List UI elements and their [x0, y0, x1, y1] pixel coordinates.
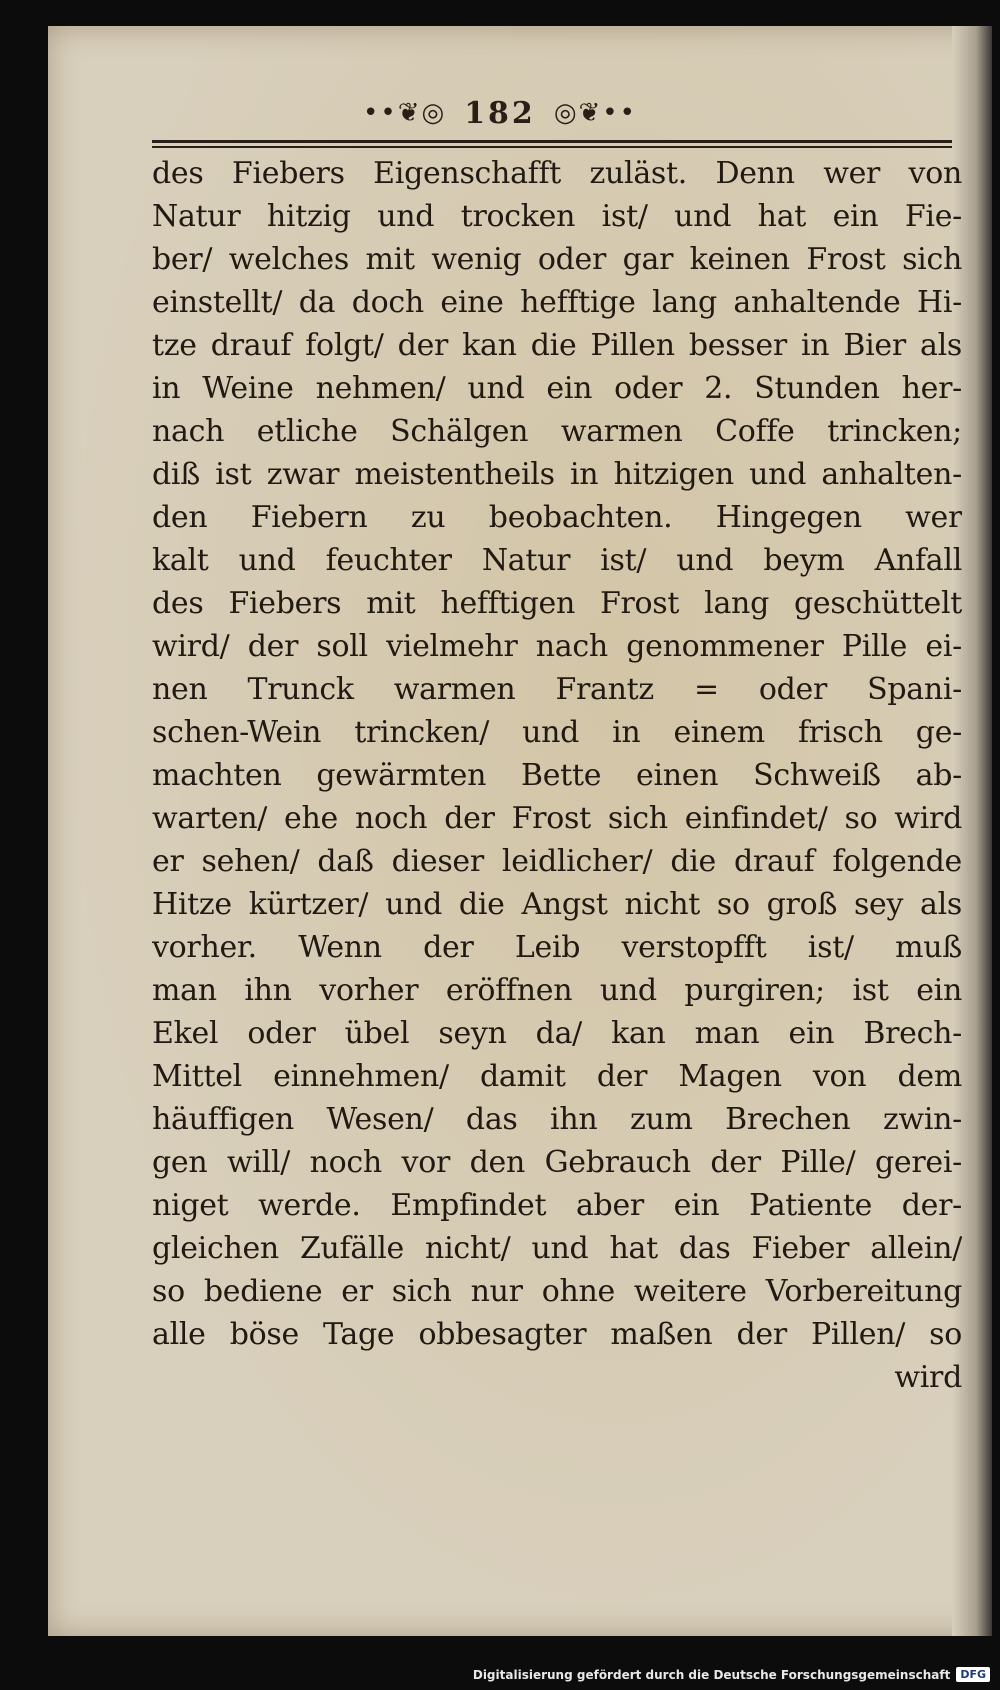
text-line: einstellt/ da doch eine hefftige lang anhaltende Hi- [152, 285, 962, 320]
catchword: wird [894, 1360, 962, 1395]
text-line: den Fiebern zu beobachten. Hingegen wer [152, 500, 962, 535]
text-line: gen will/ noch vor den Gebrauch der Pille/ gerei- [152, 1145, 962, 1180]
ornament-left: ••❦◎ [363, 98, 447, 128]
text-line: des Fiebers mit hefftigen Frost lang geschüttelt [152, 586, 962, 621]
text-line: Natur hitzig und trocken ist/ und hat ein Fie- [152, 199, 962, 234]
text-line: Hitze kürtzer/ und die Angst nicht so groß sey als [152, 887, 962, 922]
text-line: warten/ ehe noch der Frost sich einfindet/ so wird [152, 801, 962, 836]
text-line: nen Trunck warmen Frantz = oder Spani- [152, 672, 962, 707]
text-line: Mittel einnehmen/ damit der Magen von dem [152, 1059, 962, 1094]
text-line: vorher. Wenn der Leib verstopfft ist/ muß [152, 930, 962, 965]
text-line: er sehen/ daß dieser leidlicher/ die drauf folgende [152, 844, 962, 879]
text-line: man ihn vorher eröffnen und purgiren; ist ein [152, 973, 962, 1008]
ornament-right: ◎❦•• [553, 98, 637, 128]
header-rule [152, 140, 952, 148]
text-line: ber/ welches mit wenig oder gar keinen Frost sich [152, 242, 962, 277]
text-line: so bediene er sich nur ohne weitere Vorbereitung [152, 1274, 962, 1309]
text-line: wird/ der soll vielmehr nach genommener Pille ei- [152, 629, 962, 664]
text-line: in Weine nehmen/ und ein oder 2. Stunden her- [152, 371, 962, 406]
running-header [48, 88, 952, 138]
page-number: 182 [464, 95, 536, 131]
text-line: gleichen Zufälle nicht/ und hat das Fieber allein/ [152, 1231, 962, 1266]
text-line: alle böse Tage obbesagter maßen der Pillen/ so [152, 1317, 962, 1352]
credit-text: Digitalisierung gefördert durch die Deutsche Forschungsgemeinschaft [472, 1667, 951, 1682]
text-line: nach etliche Schälgen warmen Coffe trincken; [152, 414, 962, 449]
text-line: machten gewärmten Bette einen Schweiß ab- [152, 758, 962, 793]
text-line: niget werde. Empfindet aber ein Patiente der- [152, 1188, 962, 1223]
text-line: diß ist zwar meistentheils in hitzigen und anhalten- [152, 457, 962, 492]
dfg-logo: DFG [956, 1667, 990, 1682]
text-line: häuffigen Wesen/ das ihn zum Brechen zwin- [152, 1102, 962, 1137]
text-line: tze drauf folgt/ der kan die Pillen besser in Bier als [152, 328, 962, 363]
text-line: schen-Wein trincken/ und in einem frisch ge- [152, 715, 962, 750]
text-line: kalt und feuchter Natur ist/ und beym Anfall [152, 543, 962, 578]
text-line: des Fiebers Eigenschafft zuläst. Denn wer von [152, 156, 962, 191]
text-line: Ekel oder übel seyn da/ kan man ein Brech- [152, 1016, 962, 1051]
body-text [152, 152, 962, 1399]
digitization-credit [473, 1667, 990, 1682]
